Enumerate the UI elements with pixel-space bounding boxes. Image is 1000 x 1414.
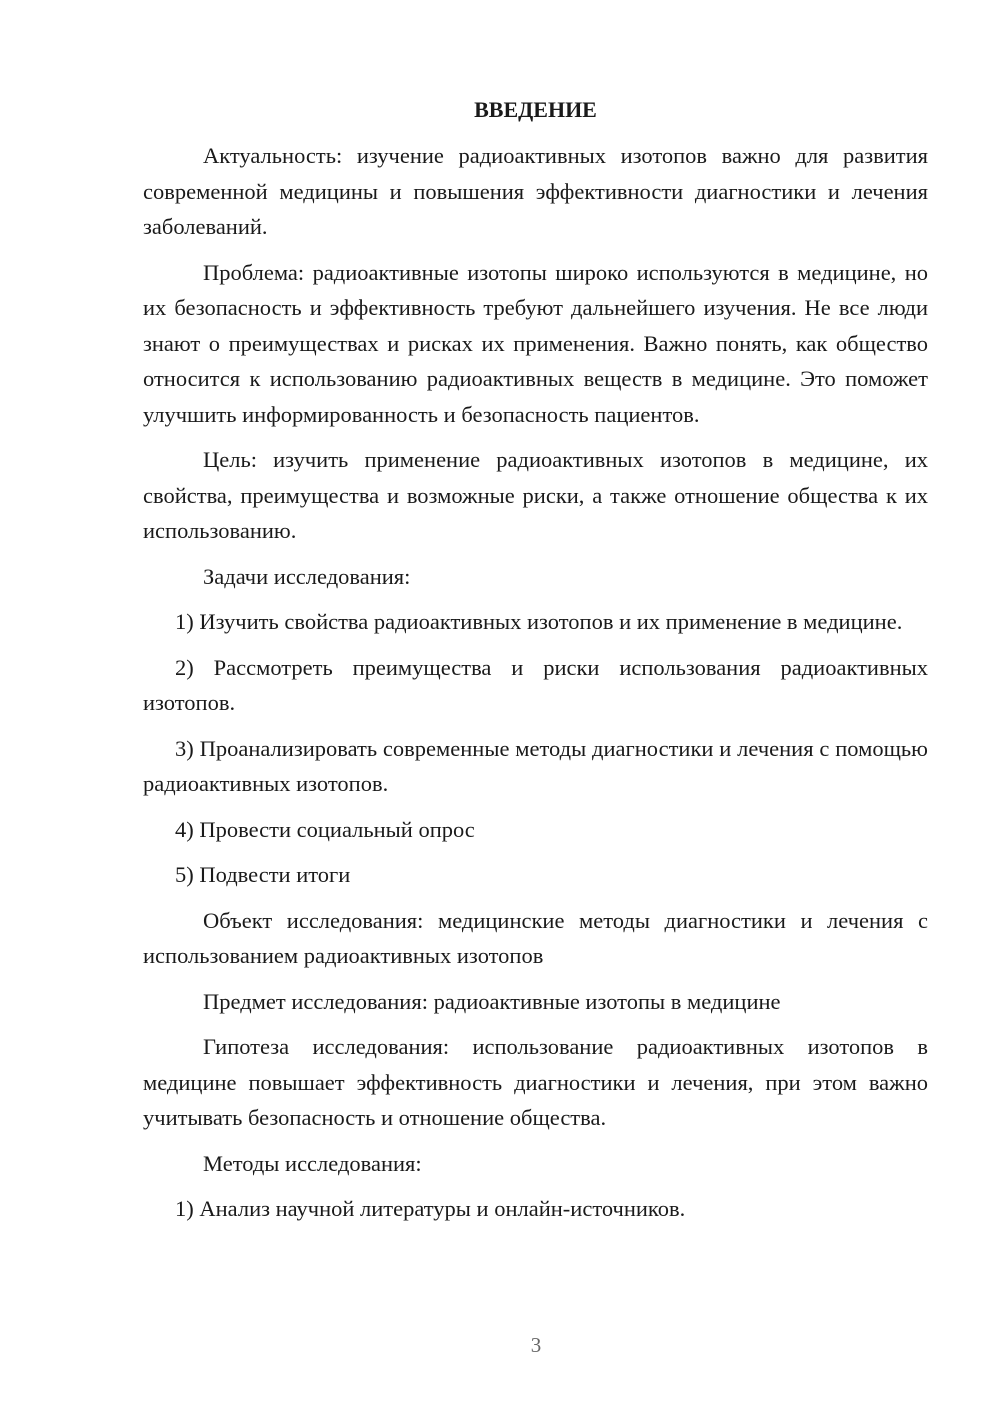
hypothesis-paragraph: Гипотеза исследования: использование радиоактивных изотопов в медицине повышает эффективность диагностики и лечения, при этом важно учитывать безопасность и отношение общества. <box>143 1034 928 1130</box>
task-item-3: 3) Проанализировать современные методы диагностики и лечения с помощью радиоактивных изотопов. <box>143 735 928 796</box>
method-item-1: 1) Анализ научной литературы и онлайн-источников. <box>175 1196 686 1221</box>
page-number: 3 <box>530 1333 542 1357</box>
methods-heading: Методы исследования: <box>203 1150 422 1176</box>
goal-paragraph: Цель: изучить применение радиоактивных изотопов в медицине, их свойства, преимущества и возможные риски, а также отношение общества к их использованию. <box>143 447 928 543</box>
relevance-paragraph: Актуальность: изучение радиоактивных изотопов важно для развития современной медицины и повышения эффективности диагностики и лечения заболеваний. <box>143 143 928 239</box>
section-title: ВВЕДЕНИЕ <box>474 97 597 122</box>
problem-paragraph: Проблема: радиоактивные изотопы широко используются в медицине, но их безопасность и эффективность требуют дальнейшего изучения. Не все люди знают о преимуществах и рисках их применения. Важно понять, как общество относится к использованию радиоактивных веществ в медицине. Это поможет улучшить информированность и безопасность пациентов. <box>143 259 928 427</box>
task-item-2: 2) Рассмотреть преимущества и риски использования радиоактивных изотопов. <box>143 654 928 715</box>
task-item-5: 5) Подвести итоги <box>175 862 351 887</box>
object-paragraph: Объект исследования: медицинские методы диагностики и лечения с использованием радиоактивных изотопов <box>143 907 928 968</box>
task-item-1: 1) Изучить свойства радиоактивных изотопов и их применение в медицине. <box>175 609 903 634</box>
tasks-heading: Задачи исследования: <box>203 563 411 589</box>
subject-paragraph: Предмет исследования: радиоактивные изотопы в медицине <box>203 988 781 1014</box>
task-item-4: 4) Провести социальный опрос <box>175 816 475 842</box>
document-page <box>143 96 928 1237</box>
